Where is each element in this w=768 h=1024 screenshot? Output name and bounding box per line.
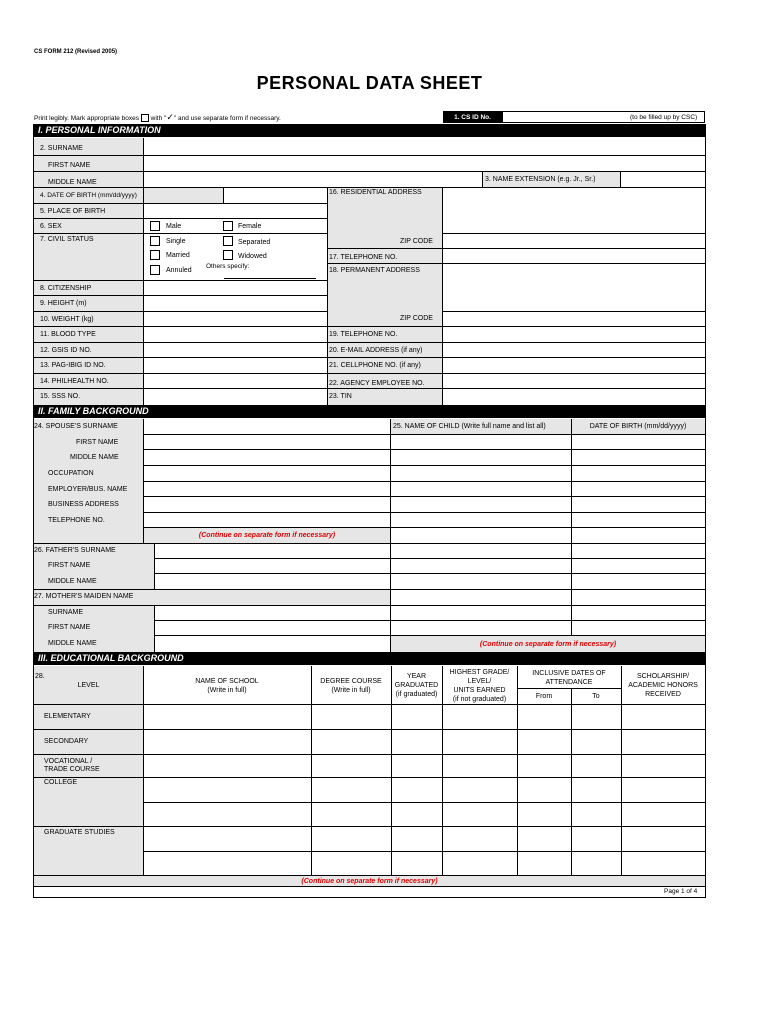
zip-code-label-1: ZIP CODE bbox=[400, 238, 433, 245]
father-first-name-label: FIRST NAME bbox=[48, 562, 91, 569]
others-specify-line[interactable] bbox=[224, 278, 316, 279]
zip-code-field-1[interactable] bbox=[443, 234, 704, 248]
email-field[interactable] bbox=[443, 343, 704, 357]
pagibig-label: 13. PAG-IBIG ID NO. bbox=[40, 362, 106, 369]
civil-status-label: 7. CIVIL STATUS bbox=[40, 236, 94, 243]
female-checkbox[interactable] bbox=[223, 221, 233, 231]
residential-address-field[interactable] bbox=[443, 188, 704, 233]
separated-checkbox[interactable] bbox=[223, 236, 233, 246]
grade-header-2: LEVEL/ bbox=[467, 678, 492, 685]
mother-surname-field[interactable] bbox=[155, 606, 390, 620]
mother-middle-name-label: MIDDLE NAME bbox=[48, 640, 97, 647]
level-graduate-studies: GRADUATE STUDIES bbox=[44, 829, 115, 836]
grade-header-1: HIGHEST GRADE/ bbox=[449, 669, 510, 676]
scholarship-header-1: SCHOLARSHIP/ bbox=[636, 673, 690, 680]
section-personal-info: I. PERSONAL INFORMATION bbox=[34, 124, 705, 137]
height-label: 9. HEIGHT (m) bbox=[40, 300, 87, 307]
single-label: Single bbox=[166, 238, 186, 245]
cellphone-label: 21. CELLPHONE NO. (if any) bbox=[329, 362, 421, 369]
spouse-surname-field[interactable] bbox=[144, 420, 390, 434]
year-header-2: GRADUATED bbox=[394, 682, 439, 689]
widowed-label: Widowed bbox=[238, 253, 267, 260]
tin-label: 23. TIN bbox=[329, 393, 352, 400]
section-educational-background: III. EDUCATIONAL BACKGROUND bbox=[34, 652, 705, 665]
telephone-label: TELEPHONE NO. bbox=[48, 517, 105, 524]
year-header-3: (if graduated) bbox=[395, 691, 438, 698]
cs-id-note: (to be filled up by CSC) bbox=[630, 114, 698, 121]
others-specify-label: Others specify: bbox=[206, 263, 250, 270]
first-name-field[interactable] bbox=[144, 156, 704, 171]
blood-type-label: 11. BLOOD TYPE bbox=[40, 331, 96, 338]
telephone-field-1[interactable] bbox=[443, 249, 704, 263]
to-header: To bbox=[592, 693, 600, 700]
citizenship-label: 8. CITIZENSHIP bbox=[40, 285, 92, 292]
residential-address-label: 16. RESIDENTIAL ADDRESS bbox=[329, 189, 422, 196]
secondary-row[interactable] bbox=[144, 730, 704, 754]
child-dob-header: DATE OF BIRTH (mm/dd/yyyy) bbox=[589, 423, 687, 430]
philhealth-field[interactable] bbox=[144, 374, 326, 388]
permanent-address-label: 18. PERMANENT ADDRESS bbox=[329, 267, 420, 274]
permanent-address-field[interactable] bbox=[443, 264, 704, 311]
section-family-background: II. FAMILY BACKGROUND bbox=[34, 405, 705, 418]
spouse-first-name-label: FIRST NAME bbox=[76, 439, 119, 446]
mother-first-name-field[interactable] bbox=[155, 621, 390, 635]
level-vocational-1: VOCATIONAL / bbox=[44, 758, 93, 765]
blood-type-field[interactable] bbox=[144, 327, 326, 341]
business-address-field[interactable] bbox=[144, 497, 390, 512]
page-title: PERSONAL DATA SHEET bbox=[256, 73, 483, 93]
pagibig-field[interactable] bbox=[144, 358, 326, 372]
name-extension-label: 3. NAME EXTENSION (e.g. Jr., Sr.) bbox=[485, 176, 596, 183]
height-field[interactable] bbox=[144, 296, 326, 310]
from-header: From bbox=[535, 693, 553, 700]
married-label: Married bbox=[166, 252, 190, 259]
employer-field[interactable] bbox=[144, 482, 390, 496]
occupation-label: OCCUPATION bbox=[48, 470, 94, 477]
checkbox-icon bbox=[141, 114, 149, 122]
checkmark-icon: ✓ bbox=[166, 112, 174, 122]
separated-label: Separated bbox=[238, 239, 271, 246]
sex-label: 6. SEX bbox=[40, 223, 62, 230]
single-checkbox[interactable] bbox=[150, 236, 160, 246]
citizenship-field[interactable] bbox=[144, 281, 326, 295]
cellphone-field[interactable] bbox=[443, 358, 704, 372]
zip-code-field-2[interactable] bbox=[443, 312, 704, 326]
dob-label: 4. DATE OF BIRTH (mm/dd/yyyy) bbox=[40, 192, 137, 199]
surname-field[interactable] bbox=[144, 140, 704, 155]
mother-maiden-name-label: 27. MOTHER'S MAIDEN NAME bbox=[34, 593, 134, 600]
continue-note-3: (Continue on separate form if necessary) bbox=[301, 878, 438, 885]
male-checkbox[interactable] bbox=[150, 221, 160, 231]
dates-header-2: ATTENDANCE bbox=[545, 679, 593, 686]
telephone-label-2: 19. TELEPHONE NO. bbox=[329, 331, 398, 338]
level-college: COLLEGE bbox=[44, 779, 78, 786]
level-elementary: ELEMENTARY bbox=[44, 713, 91, 720]
continue-note-1: (Continue on separate form if necessary) bbox=[198, 532, 336, 539]
year-header-1: YEAR bbox=[406, 673, 427, 680]
page-number: Page 1 of 4 bbox=[664, 888, 698, 895]
scholarship-header-3: RECEIVED bbox=[645, 691, 681, 698]
school-header: NAME OF SCHOOL bbox=[195, 678, 259, 685]
place-birth-label: 5. PLACE OF BIRTH bbox=[40, 208, 106, 215]
sss-field[interactable] bbox=[144, 389, 326, 404]
gsis-label: 12. GSIS ID NO. bbox=[40, 347, 92, 354]
degree-header: DEGREE COURSE bbox=[320, 678, 382, 685]
continue-note-2: (Continue on separate form if necessary) bbox=[479, 641, 617, 648]
level-secondary: SECONDARY bbox=[44, 738, 89, 745]
mother-surname-label: SURNAME bbox=[48, 609, 84, 616]
child-name-header: 25. NAME OF CHILD (Write full name and list all) bbox=[393, 423, 546, 430]
annuled-checkbox[interactable] bbox=[150, 265, 160, 275]
annuled-label: Annuled bbox=[166, 267, 192, 274]
tin-field[interactable] bbox=[443, 389, 704, 404]
first-name-label: FIRST NAME bbox=[48, 162, 91, 169]
surname-label: 2. SURNAME bbox=[40, 145, 83, 152]
agency-employee-field[interactable] bbox=[443, 374, 704, 388]
male-label: Male bbox=[166, 223, 182, 230]
gsis-field[interactable] bbox=[144, 343, 326, 357]
married-checkbox[interactable] bbox=[150, 250, 160, 260]
vocational-row[interactable] bbox=[144, 755, 704, 777]
grade-header-3: UNITS EARNED bbox=[453, 687, 506, 694]
business-address-label: BUSINESS ADDRESS bbox=[48, 501, 119, 508]
degree-subheader: (Write in full) bbox=[331, 687, 371, 694]
elementary-row[interactable] bbox=[144, 705, 704, 729]
scholarship-header-2: ACADEMIC HONORS bbox=[628, 682, 698, 689]
mother-first-name-label: FIRST NAME bbox=[48, 624, 91, 631]
female-label: Female bbox=[238, 223, 262, 230]
middle-name-label: MIDDLE NAME bbox=[48, 179, 97, 186]
middle-name-field[interactable] bbox=[144, 172, 481, 187]
grade-header-4: (if not graduated) bbox=[452, 696, 507, 703]
email-label: 20. E-MAIL ADDRESS (if any) bbox=[329, 347, 423, 354]
philhealth-label: 14. PHILHEALTH NO. bbox=[40, 378, 109, 385]
father-middle-name-field[interactable] bbox=[155, 574, 390, 589]
education-number-label: 28. bbox=[35, 673, 45, 680]
telephone-label-1: 17. TELEPHONE NO. bbox=[329, 254, 398, 261]
telephone-field-2[interactable] bbox=[443, 327, 704, 341]
form-code: CS FORM 212 (Revised 2005) bbox=[34, 49, 118, 55]
place-birth-field[interactable] bbox=[144, 204, 326, 218]
spouse-middle-name-label: MIDDLE NAME bbox=[70, 454, 119, 461]
telephone-field[interactable] bbox=[144, 513, 390, 527]
dob-field[interactable] bbox=[224, 188, 326, 203]
instructions: Print legibly. Mark appropriate boxes with "✓" and use separate form if necessary. bbox=[34, 112, 281, 122]
cs-id-label: 1. CS ID No. bbox=[454, 114, 491, 121]
spouse-first-name-field[interactable] bbox=[144, 435, 390, 449]
zip-code-label-2: ZIP CODE bbox=[400, 315, 433, 322]
widowed-checkbox[interactable] bbox=[223, 250, 233, 260]
name-extension-field[interactable] bbox=[621, 172, 704, 187]
mother-middle-name-field[interactable] bbox=[155, 636, 390, 651]
father-surname-field[interactable] bbox=[155, 544, 390, 558]
sss-label: 15. SSS NO. bbox=[40, 393, 81, 400]
spouse-middle-name-field[interactable] bbox=[144, 450, 390, 465]
level-vocational-2: TRADE COURSE bbox=[44, 766, 100, 773]
occupation-field[interactable] bbox=[144, 466, 390, 481]
dates-header-1: INCLUSIVE DATES OF bbox=[532, 670, 606, 677]
employer-label: EMPLOYER/BUS. NAME bbox=[48, 486, 128, 493]
father-surname-label: 26. FATHER'S SURNAME bbox=[34, 547, 116, 554]
weight-field[interactable] bbox=[144, 312, 326, 326]
school-subheader: (Write in full) bbox=[207, 687, 247, 694]
agency-employee-label: 22. AGENCY EMPLOYEE NO. bbox=[329, 380, 425, 387]
father-first-name-field[interactable] bbox=[155, 559, 390, 573]
weight-label: 10. WEIGHT (kg) bbox=[40, 316, 94, 323]
father-middle-name-label: MIDDLE NAME bbox=[48, 578, 97, 585]
spouse-surname-label: 24. SPOUSE'S SURNAME bbox=[34, 423, 118, 430]
level-header: LEVEL bbox=[77, 682, 100, 689]
